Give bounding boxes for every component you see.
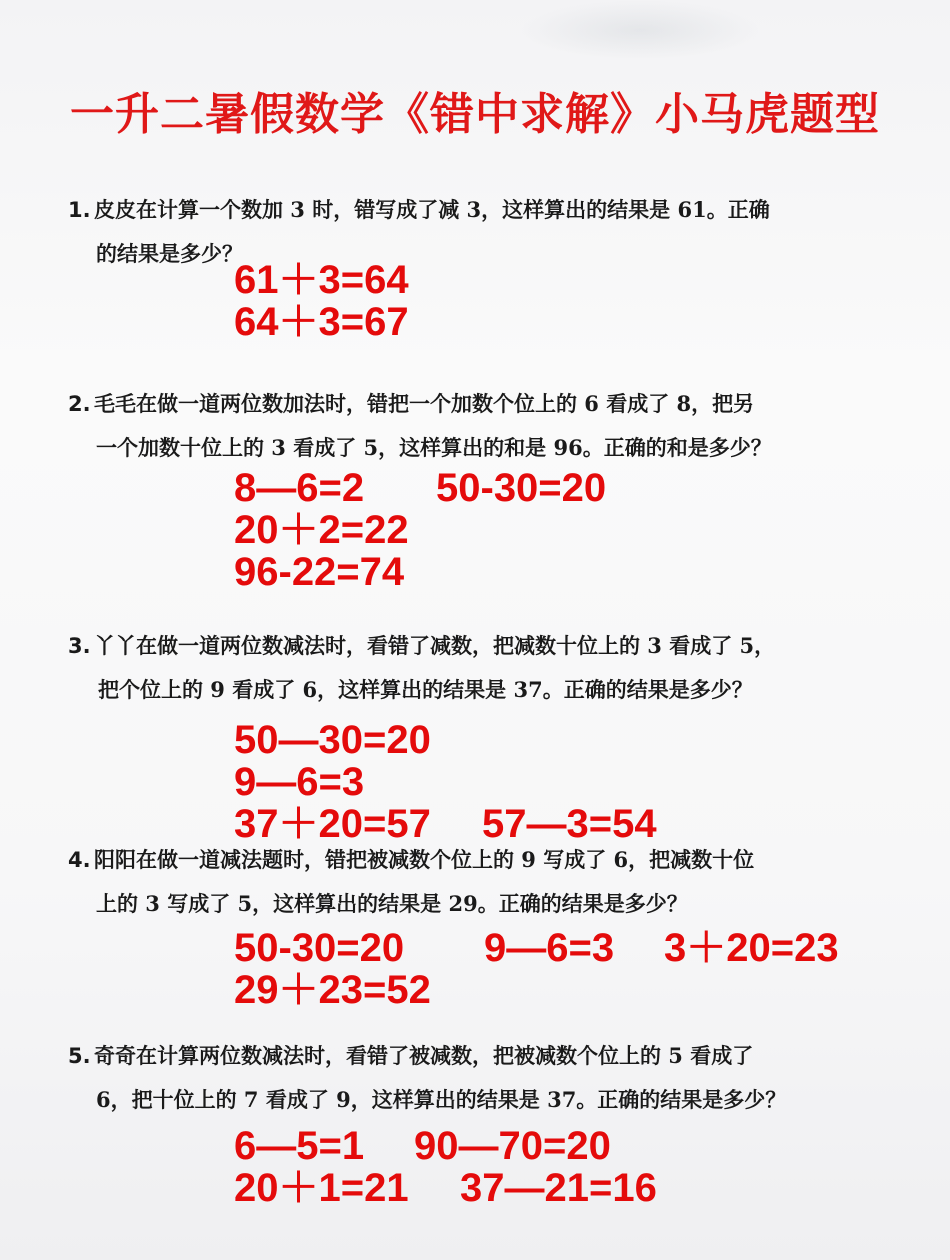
question-number: 2.: [68, 392, 91, 416]
answer-step: 37—21=16: [460, 1166, 657, 1210]
question-text: 上的 3 写成了 5，这样算出的结果是 29。正确的结果是多少？: [96, 891, 688, 916]
question-number: 4.: [68, 848, 91, 872]
question-number: 5.: [68, 1044, 91, 1068]
question-text: 的结果是多少？: [96, 241, 243, 266]
question-number: 3.: [68, 634, 91, 658]
question-4: [68, 838, 898, 926]
question-text: 毛毛在做一道两位数加法时，错把一个加数个位上的 6 看成了 8，把另: [94, 391, 755, 416]
answer-step: 96-22=74: [234, 550, 405, 594]
answer-step: 29＋23=52: [234, 968, 431, 1012]
question-text: 6，把十位上的 7 看成了 9，这样算出的结果是 37。正确的结果是多少？: [96, 1087, 787, 1112]
question-number: 1.: [68, 198, 91, 222]
answer-step: 9—6=3: [234, 760, 365, 804]
question-text: 皮皮在计算一个数加 3 时，错写成了减 3，这样算出的结果是 61。正确: [94, 197, 770, 222]
question-text: 把个位上的 9 看成了 6，这样算出的结果是 37。正确的结果是多少？: [98, 677, 753, 702]
question-5: [68, 1034, 898, 1122]
answer-step: 61＋3=64: [234, 258, 409, 302]
answer-step: 50-30=20: [234, 926, 405, 970]
answer-step: 8—6=2: [234, 466, 365, 510]
answer-step: 3＋20=23: [664, 926, 839, 970]
answer-step: 37＋20=57: [234, 802, 431, 846]
answer-step: 20＋2=22: [234, 508, 409, 552]
background-decoration: [520, 0, 760, 60]
question-text: 一个加数十位上的 3 看成了 5，这样算出的和是 96。正确的和是多少？: [96, 435, 772, 460]
question-text: 奇奇在计算两位数减法时，看错了被减数，把被减数个位上的 5 看成了: [94, 1043, 754, 1068]
answer-step: 64＋3=67: [234, 300, 409, 344]
answer-step: 50-30=20: [436, 466, 607, 510]
answer-step: 6—5=1: [234, 1124, 365, 1168]
answer-step: 20＋1=21: [234, 1166, 409, 1210]
question-2: [68, 382, 898, 470]
page-title: 一升二暑假数学《错中求解》小马虎题型: [70, 89, 880, 140]
answer-step: 50—30=20: [234, 718, 431, 762]
question-3: [68, 624, 898, 712]
question-text: 阳阳在做一道减法题时，错把被减数个位上的 9 写成了 6，把减数十位: [94, 847, 755, 872]
answer-step: 57—3=54: [482, 802, 657, 846]
question-text: 丫丫在做一道两位数减法时，看错了减数，把减数十位上的 3 看成了 5，: [94, 633, 776, 658]
answer-step: 90—70=20: [414, 1124, 611, 1168]
question-1: [68, 188, 898, 276]
answer-step: 9—6=3: [484, 926, 615, 970]
